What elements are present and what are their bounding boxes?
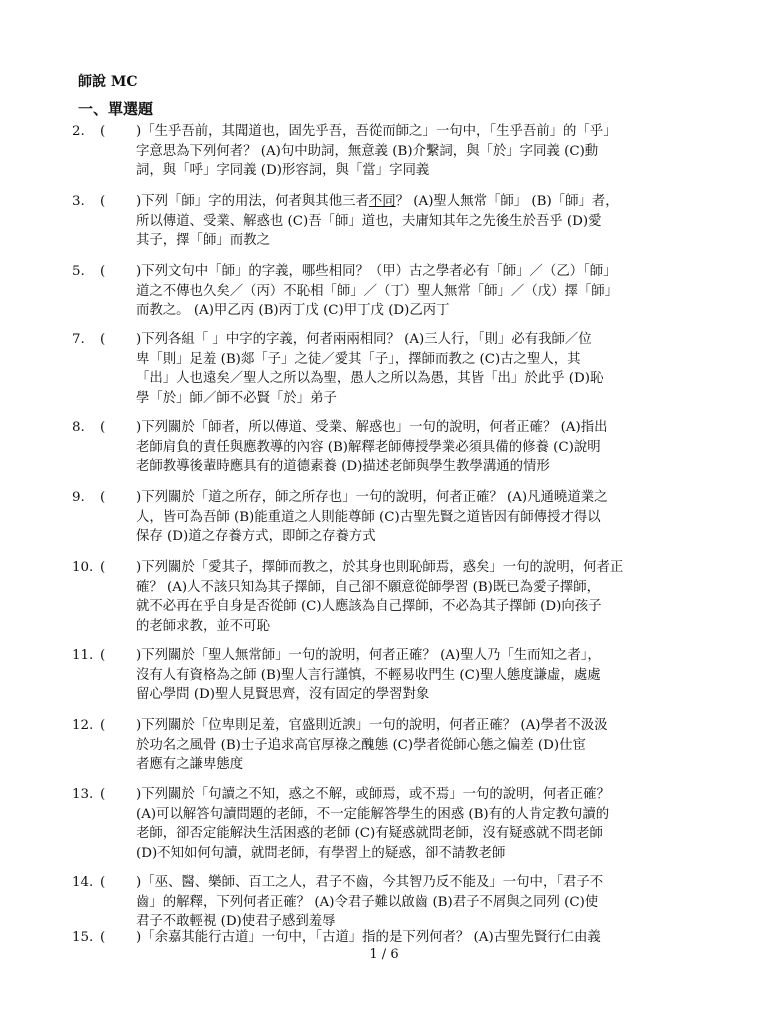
question-text: 老師教導後輩時應具有的道德素養 (D)描述老師與學生教學溝通的情形 (136, 459, 550, 474)
question-text: 齒」的解釋，下列何者正確？ (A)令君子難以啟齒 (B)君子不屑與之同列 (C)使 (136, 894, 599, 910)
question-text: 道之不傳也久矣／（丙）不恥相「師」／（丁）聖人無常「師」／（戊）擇「師」 (136, 283, 619, 299)
answer-bracket: ( (100, 560, 106, 575)
question-text: )下列關於「愛其子，擇師而教之，於其身也則恥師焉，惑矣」一句的說明，何者正 (136, 560, 624, 575)
answer-bracket: ( (100, 930, 106, 945)
question-text: )下列關於「聖人無常師」一句的說明，何者正確？ (A)聖人乃「生而知之者」， (136, 648, 601, 663)
question-number: 15. (72, 930, 94, 945)
question-text: (D)不知如何句讀，就問老師，有學習上的疑惑，卻不請教老師 (136, 845, 506, 861)
question-text: (A)可以解答句讀問題的老師，不一定能解答學生的困惑 (B)有的人肯定教句讀的 (136, 806, 610, 822)
question-text: 老師肩負的責任與應教導的內容 (B)解釋老師傳授學業必須具備的修養 (C)說明 (136, 439, 601, 455)
question-13 (72, 785, 712, 863)
question-text: 於功名之風骨 (B)士子追求高官厚祿之醜態 (C)學者從師心態之偏差 (D)仕宦 (136, 737, 586, 753)
question-text: 老師，卻否定能解決生活困惑的老師 (C)有疑惑就問老師，沒有疑惑就不問老師 (136, 826, 603, 841)
page-number: 1 / 6 (369, 947, 399, 962)
question-number: 5. (72, 264, 85, 279)
question-number: 7. (72, 332, 85, 347)
answer-bracket: ( (100, 648, 106, 663)
question-11 (72, 646, 712, 705)
question-text: 學「於」師／師不必賢「於」弟子 (136, 390, 337, 406)
question-number: 3. (72, 194, 85, 209)
question-text: )下列關於「道之所存，師之所存也」一句的說明，何者正確？ (A)凡通曉道業之 (136, 490, 608, 505)
question-9 (72, 488, 712, 547)
question-text: )「生乎吾前，其聞道也，固先乎吾，吾從而師之」一句中，「生乎吾前」的「乎」 (136, 124, 617, 139)
section-title: 一、單選題 (78, 100, 154, 118)
question-text: 君子不敢輕視 (D)使君子感到羞辱 (136, 914, 336, 929)
question-2 (72, 122, 712, 181)
question-text: )下列關於「師者，所以傳道、受業、解惑也」一句的說明，何者正確？ (A)指出 (136, 420, 608, 435)
question-text: 確？ (A)人不該只知為其子擇師，自己卻不願意從師學習 (B)既已為愛子擇師， (136, 579, 601, 595)
question-15 (72, 928, 712, 948)
question-number: 11. (72, 648, 94, 663)
answer-bracket: ( (100, 264, 106, 279)
question-number: 14. (72, 875, 94, 890)
answer-bracket: ( (100, 420, 106, 435)
question-text: 詞，與「呼」字同義 (D)形容詞，與「當」字同義 (136, 163, 430, 178)
question-text: )「巫、醫、樂師、百工之人，君子不齒，今其智乃反不能及」一句中，「君子不 (136, 875, 604, 890)
question-text: 「出」人也遠矣／聖人之所以為聖，愚人之所以為愚，其皆「出」於此乎 (D)恥 (136, 371, 604, 386)
question-number: 9. (72, 490, 85, 505)
question-8 (72, 418, 712, 477)
question-text: 留心學問 (D)聖人見賢思齊，沒有固定的學習對象 (136, 687, 430, 702)
question-text: 保存 (D)道之存養方式，即師之存養方式 (136, 529, 376, 544)
question-text: )下列各組「 」中字的字義，何者兩兩相同？ (A)三人行，「則」必有我師／位 (136, 332, 592, 347)
question-text: 者應有之謙卑態度 (136, 757, 244, 772)
answer-bracket: ( (100, 332, 106, 347)
question-text: 人，皆可為吾師 (B)能重道之人則能尊師 (C)古聖先賢之道皆因有師傳授才得以 (136, 509, 601, 525)
question-number: 8. (72, 420, 85, 435)
question-number: 13. (72, 787, 94, 802)
question-text: )下列關於「位卑則足羞，官盛則近諛」一句的說明，何者正確？ (A)學者不汲汲 (136, 718, 608, 733)
question-text: )下列「師」字的用法，何者與其他三者不同？ (A)聖人無常「師」 (B)「師」者， (136, 194, 619, 209)
answer-bracket: ( (100, 787, 106, 802)
question-10 (72, 558, 712, 636)
answer-bracket: ( (100, 490, 106, 505)
answer-bracket: ( (100, 875, 106, 890)
question-text: 沒有人有資格為之師 (B)聖人言行謹慎，不輕易收門生 (C)聖人態度謙虛，處處 (136, 667, 601, 683)
question-number: 10. (72, 560, 94, 575)
question-text: 字意思為下列何者？ (A)句中助詞，無意義 (B)介繫詞，與「於」字同義 (C)動 (136, 143, 599, 159)
answer-bracket: ( (100, 124, 106, 139)
question-text: 而教之。 (A)甲乙丙 (B)丙丁戊 (C)甲丁戊 (D)乙丙丁 (136, 303, 450, 318)
question-7 (72, 330, 712, 408)
question-text: )「余嘉其能行古道」一句中，「古道」指的是下列何者？ (A)古聖先賢行仁由義 (136, 930, 601, 945)
question-text: 卑「則」足羞 (B)郯「子」之徒／愛其「子」，擇師而教之 (C)古之聖人，其 (136, 351, 581, 367)
question-number: 2. (72, 124, 85, 139)
document-title: 師說 MC (78, 74, 138, 90)
question-text: 就不必再在乎自身是否從師 (C)人應該為自己擇師，不必為其子擇師 (D)向孩子 (136, 599, 602, 614)
answer-bracket: ( (100, 718, 106, 733)
question-3 (72, 192, 712, 251)
question-12 (72, 716, 712, 775)
question-5 (72, 262, 712, 321)
question-number: 12. (72, 718, 94, 733)
answer-bracket: ( (100, 194, 106, 209)
question-text: 所以傳道、受業、解惑也 (C)吾「師」道也，夫庸知其年之先後生於吾乎 (D)愛 (136, 213, 602, 229)
question-14 (72, 873, 712, 932)
question-text: 其子，擇「師」而教之 (136, 233, 270, 248)
question-text: )下列文句中「師」的字義，哪些相同？（甲）古之學者必有「師」／（乙）「師」 (136, 264, 617, 279)
question-text: 的老師求教，並不可恥 (136, 618, 270, 634)
question-text: )下列關於「句讀之不知，惑之不解，或師焉，或不焉」一句的說明，何者正確？ (136, 787, 610, 802)
underlined-word: 不同 (368, 194, 396, 209)
